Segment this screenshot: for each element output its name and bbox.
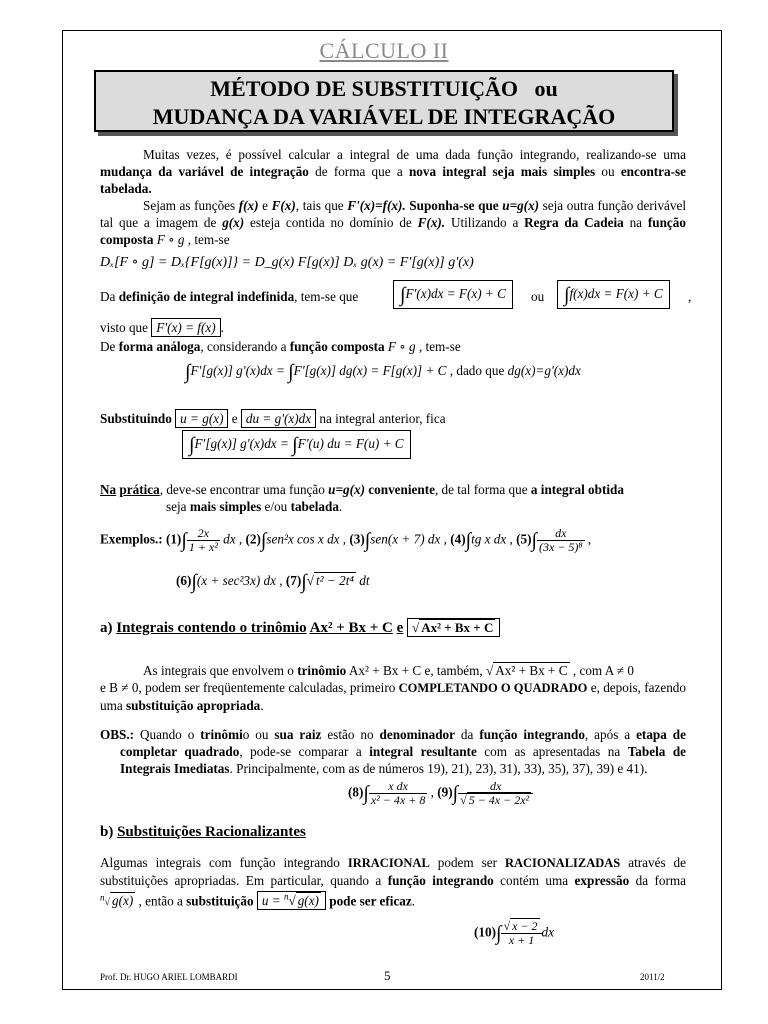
p2-Fx-2: F(x). bbox=[417, 215, 446, 230]
definition-line: Da definição de integral indefinida, tem-se que ∫F'(x)dx = F(x) + C ou ∫f(x)dx = F(x) + C , bbox=[100, 280, 686, 320]
p2-Fx: F(x) bbox=[271, 198, 296, 213]
subst-box-du: du = g'(x)dx bbox=[241, 409, 316, 428]
integral-equation: ∫F'[g(x)] g'(x)dx = ∫F'[g(x)] dg(x) = F[g(x)] + C , dado que dg(x)=g'(x)dx bbox=[185, 361, 581, 383]
footer-author: Prof. Dr. HUGO ARIEL LOMBARDI bbox=[100, 972, 238, 982]
p2-text-1: Sejam as funções bbox=[143, 198, 239, 213]
p2-text-5: esteja contida no domínio de bbox=[244, 215, 418, 230]
analoga-bold-1: forma análoga bbox=[118, 339, 201, 354]
intro-bold-3: encontra-se tabelada. bbox=[100, 164, 686, 196]
p2-text-8: , tem-se bbox=[184, 232, 230, 247]
p2-text-2: e bbox=[258, 198, 272, 213]
visto-line: visto que F'(x) = f(x) . bbox=[100, 320, 224, 335]
paragraph-a: As integrais que envolvem o trinômio Ax² + Bx + C e, também, √ Ax² + Bx + C , com A ≠ 0 e B ≠ 0, podem ser freqüentemente calculadas, primeiro COMPLETANDO O QUADRADO e, depois, fazendo uma substituição apropriada. bbox=[100, 663, 686, 713]
substitution-result bbox=[182, 430, 411, 459]
def-text: Da definição de integral indefinida, tem-se que bbox=[100, 289, 359, 304]
rationalizing-box: u = $^n$√ g(x) bbox=[257, 891, 326, 910]
def-integral-box-1: ∫F'(x)dx = F(x) + C bbox=[393, 280, 513, 309]
section-a-root-box: √ Ax² + Bx + C bbox=[407, 618, 500, 637]
course-title: CÁLCULO II bbox=[319, 38, 449, 63]
p2-text-6: Utilizando a bbox=[445, 215, 525, 230]
p2-gx: g(x) bbox=[222, 215, 245, 230]
obs-paragraph: OBS.: Quando o trinômio ou sua raiz estão no denominador da função integrando, após a etapa de completar quadrado, pode-se comparar a integral resultante com as apresentadas na Tabela de Integrais Imediatas. Principalmente, com as de números 19), 21), 23), 31), 33), 35), 37), 39) e 41). bbox=[100, 727, 687, 776]
intro-text-2: de forma que a bbox=[308, 164, 409, 179]
intro-paragraph bbox=[100, 146, 686, 197]
p2-derivative: F'(x)=f(x). bbox=[347, 198, 406, 213]
p2-composite: função composta bbox=[100, 215, 686, 247]
footer-date: 2011/2 bbox=[640, 972, 665, 982]
example-2: sen²x cos x dx , bbox=[266, 531, 347, 547]
footer-page-number: 5 bbox=[384, 968, 391, 983]
analoga-bold-2: função composta bbox=[289, 339, 385, 354]
p2-text-7: na bbox=[623, 215, 648, 230]
p2-text-3: , tais que bbox=[295, 198, 348, 213]
subst-box-u: u = g(x) bbox=[175, 409, 228, 428]
visto-box: F'(x) = f(x) bbox=[151, 318, 220, 337]
subst-result-box: ∫F'[g(x)] g'(x)dx = ∫F'(u) du = F(u) + C bbox=[182, 430, 411, 459]
def-integral-box-2: ∫f(x)dx = F(x) + C bbox=[557, 280, 670, 309]
intro-text: Muitas vezes, é possível calcular a integral de uma dada função integrando, realizando-se uma bbox=[143, 147, 686, 162]
example-9: $\frac{dx}{\text{√ 5 − 4x − 2x²}}$ bbox=[458, 780, 533, 807]
title-box bbox=[94, 70, 674, 132]
examples-line-1: Exemplos.: (1)∫ $\frac{2x}{\text{1 + x²}}$ dx , (2)∫sen²x cos x dx , (3)∫sen(x + 7) dx , (4)∫tg x dx , (5)∫ $\frac{dx}{\text{(3x − 5)⁸}}$ , bbox=[100, 526, 592, 554]
example-10: (10)∫ $\frac{√ x - 2}{x + 1}$ dx bbox=[474, 919, 554, 947]
intro-bold-1: mudança da variável de integração bbox=[100, 164, 309, 179]
examples-8-9: (8)∫ $\frac{\text{x dx}}{\text{x² − 4x + 8}}$ , (9)∫ $\frac{dx}{\text{√ 5 − 4x − 2x²}}$ bbox=[348, 780, 533, 807]
section-b-title: b) Substituições Racionalizantes bbox=[100, 824, 306, 840]
title-line-2: MUDANÇA DA VARIÁVEL DE INTEGRAÇÃO bbox=[152, 104, 616, 129]
p2-fog: F ∘ g bbox=[153, 232, 185, 247]
chain-rule-equation: Dₓ[F ∘ g] = Dₓ{F[g(x)]} = D_g(x) F[g(x)] Dₓ g(x) = F'[g(x)] g'(x) bbox=[100, 255, 474, 270]
p2-bold-1: Suponha-se que bbox=[405, 198, 503, 213]
p2-chain-rule: Regra da Cadeia bbox=[524, 215, 624, 230]
example-4: tg x dx , bbox=[471, 531, 513, 547]
example-7: t² − 2t⁴ bbox=[316, 573, 354, 588]
example-5: $\frac{dx}{\text{(3x − 5)⁸}}$ bbox=[539, 526, 583, 554]
intro-bold-2: nova integral seja mais simples bbox=[408, 164, 596, 179]
paragraph-b: Algumas integrais com função integrando IRRACIONAL podem ser RACIONALIZADAS através de substituições apropriadas. Em particular, quando a função integrando contém uma expressão da forma $^n$√ g(x) , então a substituição u = $^n$√ g(x) pode ser eficaz. bbox=[100, 855, 686, 909]
substitution-line: Substituindo u = g(x) e du = g'(x)dx na integral anterior, fica bbox=[100, 411, 446, 426]
example-6: (x + sec²3x) dx , bbox=[196, 573, 283, 588]
p2-text-4: seja outra função derivável tal que a imagem de bbox=[100, 198, 686, 230]
title-line-1: MÉTODO DE SUBSTITUIÇÃO ou bbox=[210, 76, 558, 101]
analoga-line: De forma análoga, considerando a função composta F ∘ g , tem-se bbox=[100, 339, 461, 354]
p2-fx: f(x) bbox=[238, 198, 259, 213]
p2-u: u=g(x) bbox=[502, 198, 540, 213]
example-1: $\frac{2x}{\text{1 + x²}}$ bbox=[188, 526, 218, 554]
examples-label: Exemplos.: bbox=[100, 531, 163, 547]
intro-text-3: ou bbox=[595, 164, 621, 179]
section-a-title: a) Integrais contendo o trinômio Ax² + Bx + C e √ Ax² + Bx + C bbox=[100, 620, 500, 637]
example-8: $\frac{\text{x dx}}{\text{x² − 4x + 8}}$ bbox=[370, 779, 426, 807]
def-bold: definição de integral indefinida bbox=[118, 289, 295, 304]
examples-line-2: (6)∫(x + sec²3x) dx , (7)∫√ t² − 2t⁴ dt bbox=[176, 571, 370, 593]
pratica-paragraph: Na prática, deve-se encontrar uma função u=g(x) conveniente, de tal forma que a integral obtida seja mais simples e/ou tabelada. bbox=[100, 482, 624, 514]
example-3: sen(x + 7) dx , bbox=[370, 531, 447, 547]
functions-paragraph bbox=[100, 197, 686, 248]
def-or: ou bbox=[531, 289, 545, 304]
